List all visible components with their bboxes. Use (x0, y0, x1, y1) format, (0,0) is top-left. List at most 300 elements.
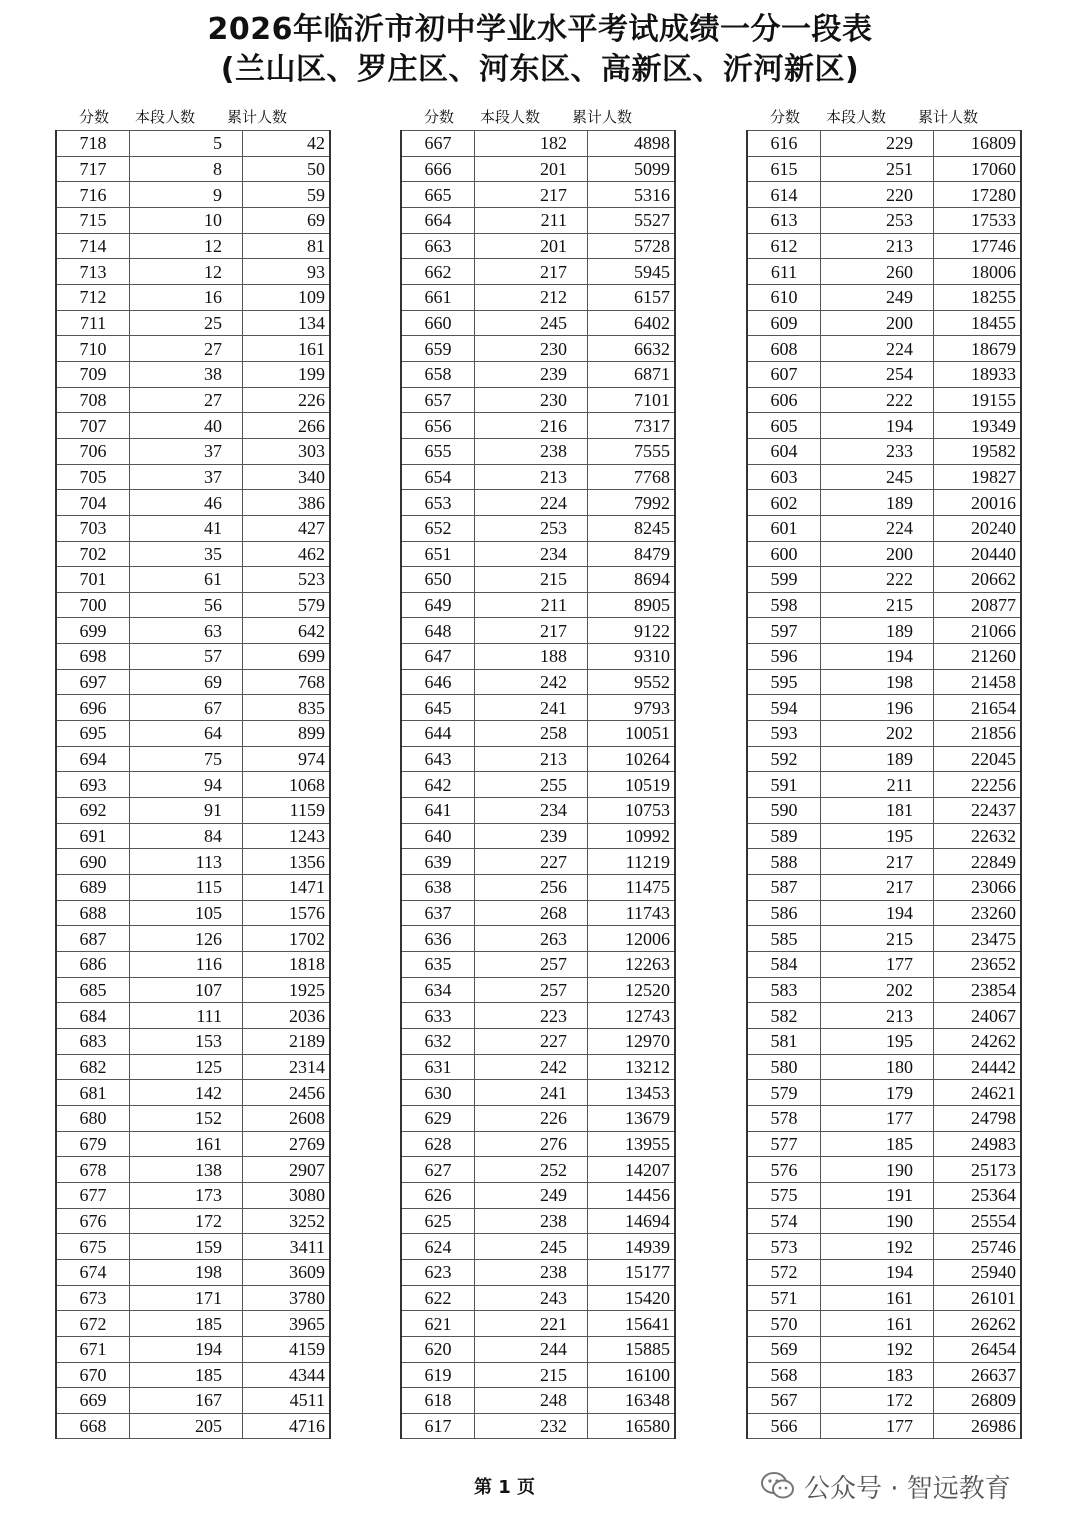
score-cell: 588 (747, 849, 821, 875)
score-cell: 607 (747, 361, 821, 387)
score-cell: 681 (56, 1080, 130, 1106)
table-row (401, 1413, 675, 1439)
count-cell: 222 (821, 387, 934, 413)
watermark-text: 公众号 · 智远教育 (804, 1473, 1011, 1504)
score-table (746, 130, 1022, 1439)
count-cell: 202 (821, 721, 934, 747)
cumulative-cell: 21260 (934, 644, 1022, 670)
count-cell: 75 (130, 746, 243, 772)
cumulative-cell: 21856 (934, 721, 1022, 747)
table-row (747, 695, 1021, 721)
count-cell: 213 (821, 1003, 934, 1029)
score-cell: 572 (747, 1259, 821, 1285)
table-row (56, 618, 330, 644)
table-row (56, 464, 330, 490)
cumulative-cell: 642 (243, 618, 331, 644)
count-cell: 238 (475, 1259, 588, 1285)
score-cell: 611 (747, 259, 821, 285)
cumulative-cell: 2189 (243, 1028, 331, 1054)
table-row (401, 644, 675, 670)
cumulative-cell: 161 (243, 336, 331, 362)
score-cell: 680 (56, 1105, 130, 1131)
count-cell: 255 (475, 772, 588, 798)
cumulative-cell: 7555 (588, 438, 676, 464)
cumulative-cell: 25364 (934, 1182, 1022, 1208)
score-cell: 657 (401, 387, 475, 413)
count-cell: 229 (821, 131, 934, 157)
score-cell: 660 (401, 310, 475, 336)
table-row (747, 464, 1021, 490)
count-cell: 213 (821, 233, 934, 259)
cumulative-cell: 4898 (588, 131, 676, 157)
score-column-1 (55, 104, 331, 1439)
score-cell: 697 (56, 669, 130, 695)
cumulative-cell: 26637 (934, 1362, 1022, 1388)
count-cell: 94 (130, 772, 243, 798)
score-cell: 567 (747, 1388, 821, 1414)
table-row (56, 952, 330, 978)
score-cell: 669 (56, 1388, 130, 1414)
table-row (747, 1003, 1021, 1029)
score-cell: 574 (747, 1208, 821, 1234)
table-row (56, 926, 330, 952)
cumulative-cell: 20240 (934, 515, 1022, 541)
table-row (56, 156, 330, 182)
count-cell: 190 (821, 1157, 934, 1183)
table-row (56, 131, 330, 157)
count-cell: 241 (475, 695, 588, 721)
score-cell: 705 (56, 464, 130, 490)
cumulative-cell: 10264 (588, 746, 676, 772)
cumulative-cell: 3252 (243, 1208, 331, 1234)
score-cell: 655 (401, 438, 475, 464)
score-cell: 646 (401, 669, 475, 695)
count-cell: 161 (130, 1131, 243, 1157)
cumulative-cell: 24442 (934, 1054, 1022, 1080)
count-cell: 192 (821, 1234, 934, 1260)
table-row (401, 464, 675, 490)
table-row (747, 1131, 1021, 1157)
cumulative-cell: 21458 (934, 669, 1022, 695)
count-cell: 194 (821, 644, 934, 670)
score-cell: 600 (747, 541, 821, 567)
count-cell: 107 (130, 977, 243, 1003)
cumulative-cell: 266 (243, 413, 331, 439)
cumulative-cell: 15420 (588, 1285, 676, 1311)
count-cell: 248 (475, 1388, 588, 1414)
cumulative-cell: 5945 (588, 259, 676, 285)
cumulative-cell: 26101 (934, 1285, 1022, 1311)
table-row (747, 131, 1021, 157)
count-cell: 249 (475, 1182, 588, 1208)
table-row (56, 1131, 330, 1157)
table-row (747, 875, 1021, 901)
score-cell: 696 (56, 695, 130, 721)
table-row (747, 182, 1021, 208)
count-cell: 194 (821, 413, 934, 439)
cumulative-cell: 12743 (588, 1003, 676, 1029)
score-cell: 583 (747, 977, 821, 1003)
score-cell: 710 (56, 336, 130, 362)
cumulative-cell: 18933 (934, 361, 1022, 387)
table-row (401, 952, 675, 978)
cumulative-cell: 1925 (243, 977, 331, 1003)
count-cell: 227 (475, 849, 588, 875)
count-cell: 233 (821, 438, 934, 464)
score-cell: 718 (56, 131, 130, 157)
table-row (56, 721, 330, 747)
cumulative-cell: 19349 (934, 413, 1022, 439)
score-cell: 716 (56, 182, 130, 208)
score-cell: 648 (401, 618, 475, 644)
table-row (401, 1080, 675, 1106)
count-cell: 198 (821, 669, 934, 695)
table-row (747, 310, 1021, 336)
cumulative-cell: 14207 (588, 1157, 676, 1183)
score-cell: 622 (401, 1285, 475, 1311)
score-cell: 601 (747, 515, 821, 541)
cumulative-cell: 134 (243, 310, 331, 336)
count-cell: 213 (475, 746, 588, 772)
table-row (747, 1388, 1021, 1414)
table-row (747, 900, 1021, 926)
score-cell: 682 (56, 1054, 130, 1080)
score-cell: 702 (56, 541, 130, 567)
table-row (747, 567, 1021, 593)
count-cell: 195 (821, 1028, 934, 1054)
cumulative-cell: 22437 (934, 798, 1022, 824)
score-cell: 658 (401, 361, 475, 387)
score-cell: 679 (56, 1131, 130, 1157)
count-cell: 227 (475, 1028, 588, 1054)
table-row (56, 1157, 330, 1183)
header-cumulative: 累计人数 (918, 108, 979, 126)
table-row (56, 1028, 330, 1054)
table-row (56, 541, 330, 567)
score-cell: 675 (56, 1234, 130, 1260)
count-cell: 64 (130, 721, 243, 747)
table-row (747, 541, 1021, 567)
score-cell: 695 (56, 721, 130, 747)
cumulative-cell: 899 (243, 721, 331, 747)
cumulative-cell: 20016 (934, 490, 1022, 516)
cumulative-cell: 81 (243, 233, 331, 259)
score-cell: 654 (401, 464, 475, 490)
header-count: 本段人数 (480, 108, 541, 126)
table-row (747, 259, 1021, 285)
score-cell: 580 (747, 1054, 821, 1080)
table-row (401, 1003, 675, 1029)
cumulative-cell: 4344 (243, 1362, 331, 1388)
score-cell: 578 (747, 1105, 821, 1131)
score-cell: 577 (747, 1131, 821, 1157)
count-cell: 25 (130, 310, 243, 336)
cumulative-cell: 23854 (934, 977, 1022, 1003)
count-cell: 189 (821, 618, 934, 644)
score-cell: 661 (401, 284, 475, 310)
table-row (56, 310, 330, 336)
page-subtitle: (兰山区、罗庄区、河东区、高新区、沂河新区) (220, 52, 860, 87)
count-cell: 46 (130, 490, 243, 516)
table-row (747, 413, 1021, 439)
count-cell: 126 (130, 926, 243, 952)
count-cell: 61 (130, 567, 243, 593)
count-cell: 263 (475, 926, 588, 952)
score-cell: 641 (401, 798, 475, 824)
cumulative-cell: 4716 (243, 1413, 331, 1439)
score-cell: 593 (747, 721, 821, 747)
cumulative-cell: 1243 (243, 823, 331, 849)
table-row (401, 823, 675, 849)
score-cell: 594 (747, 695, 821, 721)
cumulative-cell: 3780 (243, 1285, 331, 1311)
count-cell: 27 (130, 336, 243, 362)
score-cell: 586 (747, 900, 821, 926)
table-row (56, 695, 330, 721)
count-cell: 142 (130, 1080, 243, 1106)
score-cell: 666 (401, 156, 475, 182)
table-row (401, 182, 675, 208)
table-row (747, 618, 1021, 644)
table-row (747, 1285, 1021, 1311)
count-cell: 35 (130, 541, 243, 567)
score-cell: 619 (401, 1362, 475, 1388)
cumulative-cell: 5316 (588, 182, 676, 208)
table-row (401, 1028, 675, 1054)
table-row (56, 592, 330, 618)
count-cell: 171 (130, 1285, 243, 1311)
score-cell: 620 (401, 1336, 475, 1362)
count-cell: 172 (821, 1388, 934, 1414)
cumulative-cell: 16809 (934, 131, 1022, 157)
cumulative-cell: 19582 (934, 438, 1022, 464)
cumulative-cell: 23475 (934, 926, 1022, 952)
count-cell: 215 (821, 926, 934, 952)
header-score: 分数 (424, 108, 455, 126)
score-cell: 693 (56, 772, 130, 798)
count-cell: 226 (475, 1105, 588, 1131)
cumulative-cell: 6871 (588, 361, 676, 387)
cumulative-cell: 12263 (588, 952, 676, 978)
score-cell: 650 (401, 567, 475, 593)
score-cell: 609 (747, 310, 821, 336)
cumulative-cell: 26262 (934, 1311, 1022, 1337)
score-cell: 677 (56, 1182, 130, 1208)
table-row (747, 721, 1021, 747)
count-cell: 212 (475, 284, 588, 310)
score-cell: 662 (401, 259, 475, 285)
table-row (747, 515, 1021, 541)
score-cell: 692 (56, 798, 130, 824)
table-row (56, 900, 330, 926)
table-row (401, 1208, 675, 1234)
cumulative-cell: 3080 (243, 1182, 331, 1208)
count-cell: 172 (130, 1208, 243, 1234)
header-cumulative: 累计人数 (572, 108, 633, 126)
score-cell: 691 (56, 823, 130, 849)
count-cell: 276 (475, 1131, 588, 1157)
cumulative-cell: 12520 (588, 977, 676, 1003)
cumulative-cell: 2036 (243, 1003, 331, 1029)
table-row (56, 644, 330, 670)
score-cell: 568 (747, 1362, 821, 1388)
cumulative-cell: 5527 (588, 207, 676, 233)
count-cell: 224 (821, 336, 934, 362)
count-cell: 10 (130, 207, 243, 233)
cumulative-cell: 11743 (588, 900, 676, 926)
count-cell: 125 (130, 1054, 243, 1080)
table-row (401, 1259, 675, 1285)
table-row (747, 1157, 1021, 1183)
column-header (746, 104, 996, 130)
cumulative-cell: 10992 (588, 823, 676, 849)
cumulative-cell: 18006 (934, 259, 1022, 285)
table-row (401, 618, 675, 644)
cumulative-cell: 13212 (588, 1054, 676, 1080)
cumulative-cell: 226 (243, 387, 331, 413)
table-row (56, 182, 330, 208)
cumulative-cell: 7101 (588, 387, 676, 413)
score-cell: 621 (401, 1311, 475, 1337)
cumulative-cell: 22256 (934, 772, 1022, 798)
table-row (56, 1362, 330, 1388)
table-row (56, 413, 330, 439)
table-row (401, 1311, 675, 1337)
cumulative-cell: 699 (243, 644, 331, 670)
score-cell: 689 (56, 875, 130, 901)
table-row (56, 233, 330, 259)
score-cell: 632 (401, 1028, 475, 1054)
count-cell: 91 (130, 798, 243, 824)
count-cell: 116 (130, 952, 243, 978)
table-row (747, 1413, 1021, 1439)
table-row (56, 207, 330, 233)
score-cell: 686 (56, 952, 130, 978)
cumulative-cell: 5099 (588, 156, 676, 182)
cumulative-cell: 2907 (243, 1157, 331, 1183)
cumulative-cell: 17280 (934, 182, 1022, 208)
score-cell: 665 (401, 182, 475, 208)
header-cumulative: 累计人数 (227, 108, 288, 126)
table-row (401, 669, 675, 695)
cumulative-cell: 24067 (934, 1003, 1022, 1029)
count-cell: 217 (475, 259, 588, 285)
table-row (401, 875, 675, 901)
score-cell: 579 (747, 1080, 821, 1106)
score-cell: 633 (401, 1003, 475, 1029)
score-cell: 602 (747, 490, 821, 516)
table-row (747, 207, 1021, 233)
cumulative-cell: 16580 (588, 1413, 676, 1439)
table-row (56, 1105, 330, 1131)
cumulative-cell: 22632 (934, 823, 1022, 849)
score-cell: 603 (747, 464, 821, 490)
table-row (747, 156, 1021, 182)
score-cell: 664 (401, 207, 475, 233)
count-cell: 16 (130, 284, 243, 310)
count-cell: 213 (475, 464, 588, 490)
cumulative-cell: 24621 (934, 1080, 1022, 1106)
table-row (401, 515, 675, 541)
count-cell: 38 (130, 361, 243, 387)
count-cell: 205 (130, 1413, 243, 1439)
cumulative-cell: 13679 (588, 1105, 676, 1131)
count-cell: 180 (821, 1054, 934, 1080)
table-row (56, 669, 330, 695)
table-row (747, 284, 1021, 310)
table-row (401, 926, 675, 952)
score-cell: 694 (56, 746, 130, 772)
table-row (747, 1080, 1021, 1106)
score-cell: 640 (401, 823, 475, 849)
score-cell: 623 (401, 1259, 475, 1285)
cumulative-cell: 2769 (243, 1131, 331, 1157)
count-cell: 179 (821, 1080, 934, 1106)
count-cell: 161 (821, 1311, 934, 1337)
count-cell: 195 (821, 823, 934, 849)
table-row (56, 1003, 330, 1029)
count-cell: 37 (130, 464, 243, 490)
score-cell: 647 (401, 644, 475, 670)
count-cell: 238 (475, 1208, 588, 1234)
column-header (400, 104, 650, 130)
score-cell: 700 (56, 592, 130, 618)
count-cell: 161 (821, 1285, 934, 1311)
table-row (747, 336, 1021, 362)
cumulative-cell: 17533 (934, 207, 1022, 233)
cumulative-cell: 579 (243, 592, 331, 618)
score-table (400, 130, 676, 1439)
cumulative-cell: 26986 (934, 1413, 1022, 1439)
count-cell: 200 (821, 541, 934, 567)
count-cell: 224 (821, 515, 934, 541)
cumulative-cell: 8479 (588, 541, 676, 567)
table-row (401, 746, 675, 772)
score-cell: 653 (401, 490, 475, 516)
table-row (747, 669, 1021, 695)
count-cell: 185 (130, 1362, 243, 1388)
table-row (56, 1311, 330, 1337)
cumulative-cell: 109 (243, 284, 331, 310)
table-row (56, 1182, 330, 1208)
cumulative-cell: 25173 (934, 1157, 1022, 1183)
cumulative-cell: 20662 (934, 567, 1022, 593)
cumulative-cell: 18255 (934, 284, 1022, 310)
score-cell: 608 (747, 336, 821, 362)
table-row (401, 336, 675, 362)
count-cell: 221 (475, 1311, 588, 1337)
table-row (401, 1182, 675, 1208)
count-cell: 173 (130, 1182, 243, 1208)
score-cell: 709 (56, 361, 130, 387)
count-cell: 57 (130, 644, 243, 670)
table-row (747, 746, 1021, 772)
cumulative-cell: 26809 (934, 1388, 1022, 1414)
score-cell: 615 (747, 156, 821, 182)
score-cell: 570 (747, 1311, 821, 1337)
score-cell: 652 (401, 515, 475, 541)
score-cell: 636 (401, 926, 475, 952)
count-cell: 8 (130, 156, 243, 182)
count-cell: 177 (821, 1413, 934, 1439)
cumulative-cell: 10051 (588, 721, 676, 747)
score-cell: 587 (747, 875, 821, 901)
score-cell: 605 (747, 413, 821, 439)
score-cell: 642 (401, 772, 475, 798)
table-row (747, 1362, 1021, 1388)
table-row (747, 1234, 1021, 1260)
count-cell: 268 (475, 900, 588, 926)
